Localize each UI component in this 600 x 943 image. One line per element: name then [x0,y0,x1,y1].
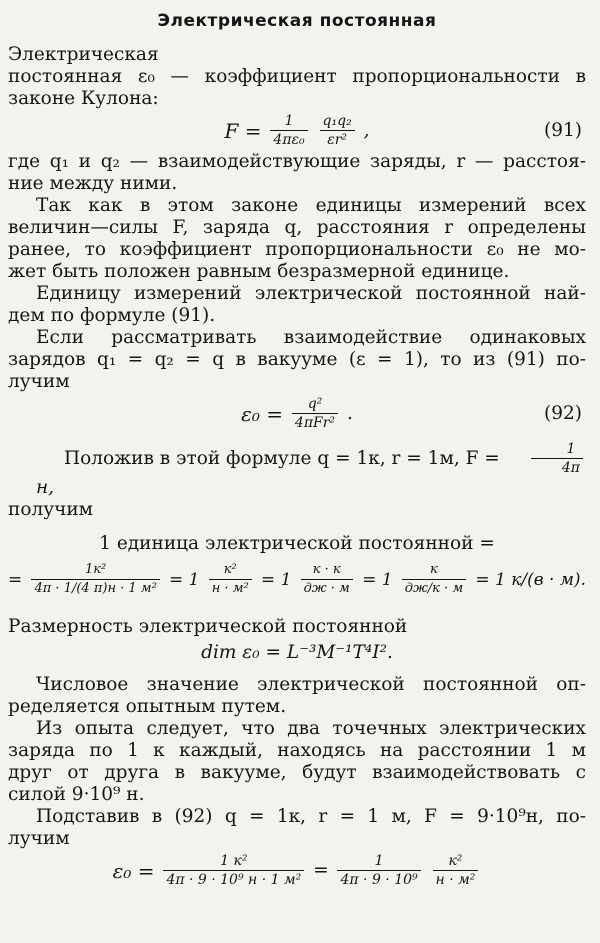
fraction [433,852,479,889]
numerator: к · к [301,561,353,580]
paragraph-line: лучим [8,828,70,849]
paragraph-line: дем по формуле (91). [8,305,216,326]
fraction [209,561,252,598]
paragraph-line: Размерность электрической постоянной [8,616,408,637]
paragraph-line: величин—силы F, заряда q, расстояния r определены [8,217,586,238]
paragraph-line: Электрическая [8,44,159,65]
equals-term: = 1 [260,569,292,590]
denominator: дж/к · м [404,581,464,596]
fraction [402,561,466,598]
unit-equation-heading: 1 единица электрической постоянной = [99,533,495,554]
paragraph-line: Подставив в (92) q = 1к, r = 1 м, F = 9·10⁹н, по- [36,806,586,827]
paragraph-line: ределяется опытным путем. [8,696,287,717]
denominator: 4π · 9 · 10⁹ н · 1 м² [166,872,302,888]
denominator: дж · м [303,581,350,596]
equation-lhs: ε₀ = [241,401,284,426]
equals-term: = 1 [169,569,200,590]
numerator: к [402,561,466,580]
denominator: εr² [327,132,348,148]
numerator: к² [433,852,479,871]
paragraph-line: силой 9·10⁹ н. [8,784,145,805]
final-equation [8,852,586,889]
numerator: 1 [270,112,307,131]
paragraph-line: где q₁ и q₂ — взаимодействующие заряды, r — расстоя- [8,151,586,172]
equals-term: = 1 [362,569,393,590]
equals-term: = 1 к/(в · м). [475,569,586,590]
equation-number: (91) [544,119,582,141]
numerator: 1 [531,440,583,459]
equation-tail: , [363,119,370,141]
numerator: 1 к² [163,852,304,871]
equation-lhs: F = [224,118,262,143]
paragraph-line: Так как в этом законе единицы измерений всех [36,195,586,216]
paragraph-line: Числовое значение электрической постоянной оп- [36,674,586,695]
denominator: 4πFr² [294,415,336,431]
equals-sign: = [8,569,23,590]
paragraph-line: лучим [8,371,70,392]
fraction [163,852,304,889]
section-title: Электрическая постоянная [157,11,437,31]
denominator: н · м² [211,581,249,596]
numerator: 1к² [31,561,159,580]
paragraph-line [8,440,586,499]
paragraph-line: Если рассматривать взаимодействие одинаковых [36,327,586,348]
paragraph-line: постоянная ε₀ — коэффициент пропорциональности в [8,66,586,87]
denominator: 4πε₀ [273,132,305,148]
numerator: 1 [337,852,420,871]
paragraph-line: заряда по 1 к каждый, находясь на расстоянии 1 м [8,740,586,761]
paragraph-line: жет быть положен равным безразмерной единице. [8,261,510,282]
fraction [531,440,583,477]
fraction [270,112,307,149]
line-text: Положив в этой формуле q = 1к, r = 1м, F = [64,447,500,469]
fraction [301,561,353,598]
paragraph-line: друг от друга в вакууме, будут взаимодействовать с [8,762,586,783]
dimension-formula: dim ε₀ = L⁻³M⁻¹T⁴I². [201,642,393,663]
denominator: 4π · 1/(4 π)н · 1 м² [34,581,157,596]
equation-number: (92) [544,402,582,424]
paragraph-line: ранее, то коэффициент пропорциональности ε₀ не мо- [8,239,586,260]
equation-tail: . [346,402,353,424]
unit-derivation-equation [8,561,586,598]
fraction [337,852,420,889]
paragraph-line: Из опыта следует, что два точечных электрических [36,718,586,739]
unit: н, [36,477,55,498]
paragraph-line: законе Кулона: [8,88,159,109]
paragraph-line: Единицу измерений электрической постоянной най- [36,283,586,304]
equation-92 [8,395,586,432]
equation-lhs: ε₀ = [112,858,155,883]
paragraph-line: получим [8,499,94,520]
numerator: q² [292,395,338,414]
equals-sign: = [313,859,329,881]
paragraph-line: ние между ними. [8,173,178,194]
denominator: н · м² [435,872,476,888]
numerator: q₁q₂ [320,112,355,131]
fraction [320,112,355,149]
denominator: 4π [561,460,580,476]
denominator: 4π · 9 · 10⁹ [340,872,418,888]
fraction [31,561,159,598]
numerator: к² [209,561,252,580]
paragraph-line: зарядов q₁ = q₂ = q в вакууме (ε = 1), то из (91) по- [8,349,586,370]
fraction [292,395,338,432]
equation-91 [8,112,586,149]
